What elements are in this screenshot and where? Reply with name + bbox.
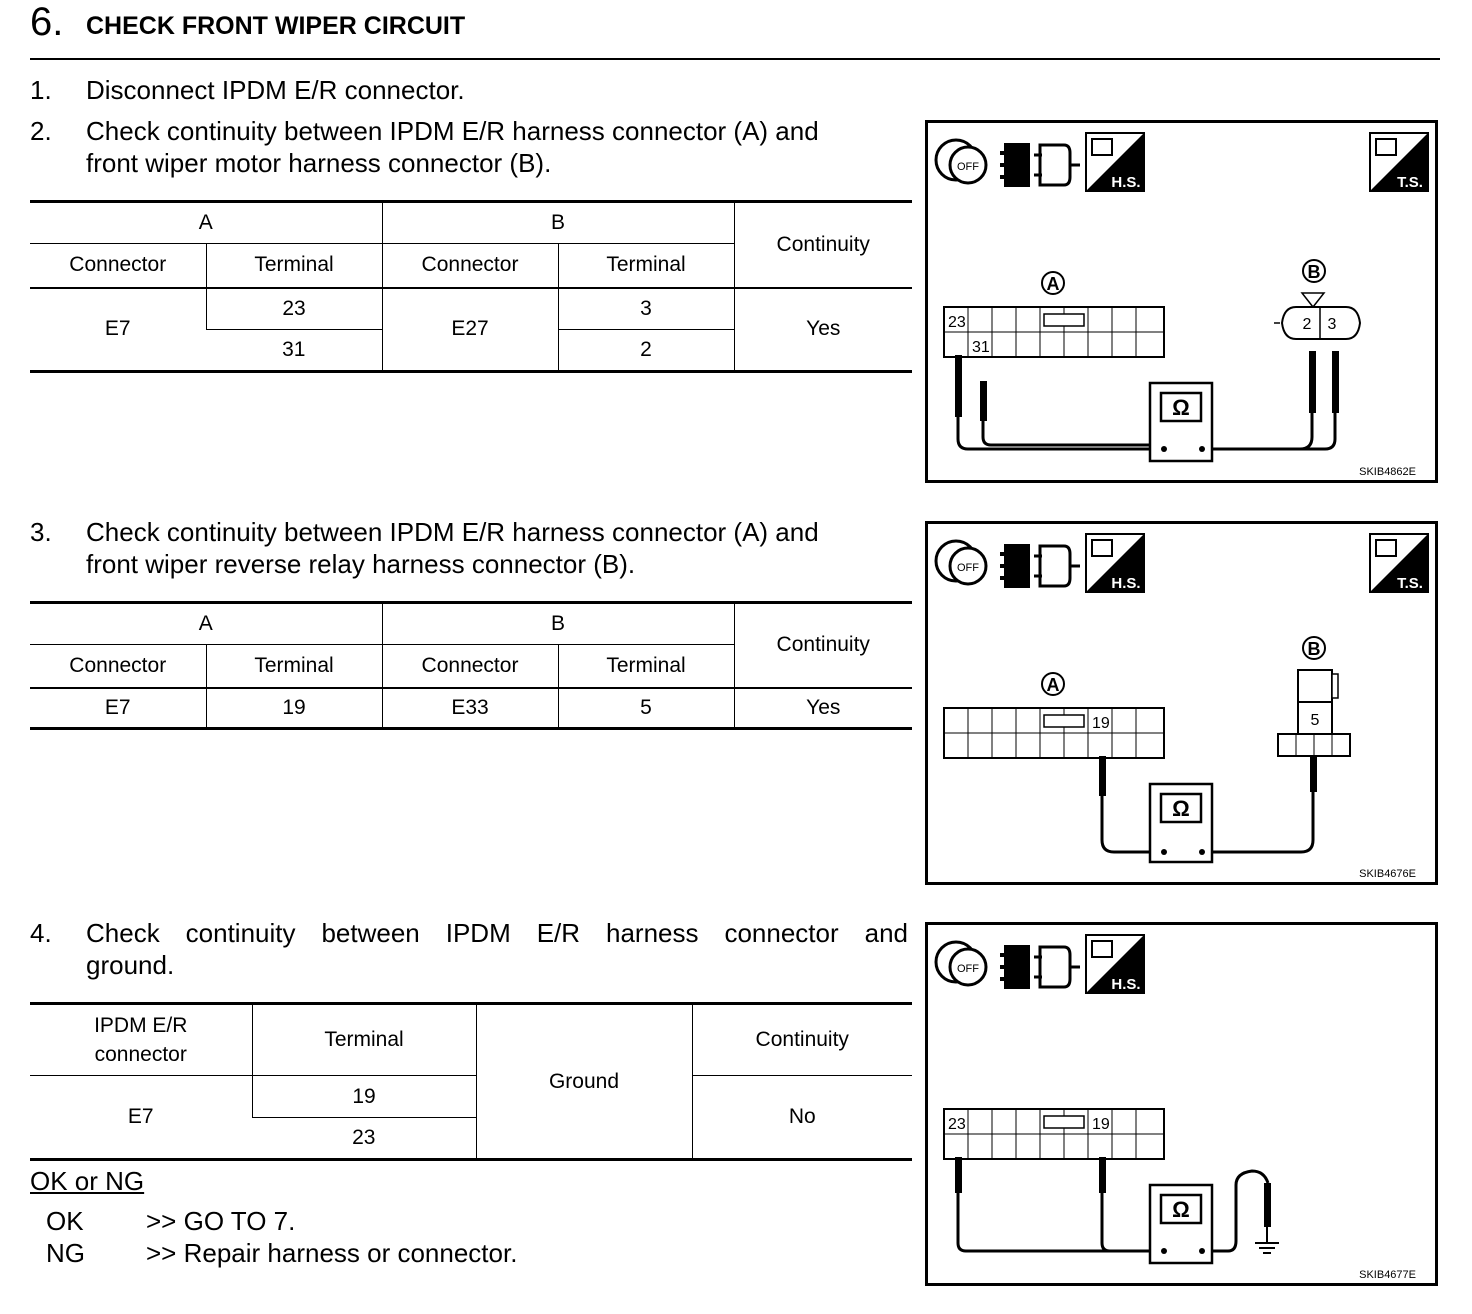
ok-text: >> GO TO 7. — [146, 1206, 296, 1236]
pin-label: 3 — [1327, 316, 1337, 333]
connector-b-letter: B — [1307, 639, 1321, 659]
ohmmeter-icon — [1150, 383, 1212, 461]
ok-label: OK — [46, 1206, 84, 1236]
continuity-cell: Yes — [734, 688, 912, 729]
connector-b-label — [1303, 260, 1325, 282]
pin-label: 23 — [948, 314, 966, 331]
ng-text: >> Repair harness or connector. — [146, 1238, 518, 1268]
instruction-text-line2: front wiper reverse relay harness connector (B). — [86, 549, 636, 579]
instruction-text-line2: ground. — [86, 950, 175, 980]
hs-label: H.S. — [1111, 575, 1141, 592]
pin-label: 19 — [1092, 715, 1110, 732]
header-rule — [30, 58, 1440, 60]
figure-code: SKIB4862E — [1359, 466, 1416, 478]
ground-cell: Ground — [476, 1004, 692, 1160]
continuity-table-1 — [30, 200, 912, 373]
a-terminal-cell: 31 — [282, 338, 306, 361]
terminal-header: Terminal — [206, 645, 382, 688]
instruction-text-line2: front wiper motor harness connector (B). — [86, 148, 552, 178]
test-leads — [955, 1157, 1271, 1251]
off-label: OFF — [957, 161, 979, 173]
instruction-4 — [30, 917, 910, 983]
b-terminal-cell: 5 — [558, 688, 734, 729]
continuity-header: Continuity — [734, 202, 912, 288]
ignition-off-icon — [936, 541, 986, 584]
tool-service-icon — [1370, 133, 1428, 191]
step-title: CHECK FRONT WIPER CIRCUIT — [86, 12, 466, 40]
instruction-2 — [30, 115, 910, 181]
terminal-cell: 23 — [352, 1126, 376, 1149]
ohm-symbol: Ω — [1172, 1197, 1190, 1222]
connector-a-face — [944, 708, 1164, 758]
instruction-text-line1: Check continuity between IPDM E/R harness connector (A) and — [86, 116, 819, 146]
ohm-symbol: Ω — [1172, 796, 1190, 821]
harness-service-icon — [1086, 935, 1144, 993]
b-connector-cell: E27 — [382, 288, 558, 372]
connector-header — [30, 1004, 252, 1076]
connector-header: Connector — [30, 645, 206, 688]
hs-label: H.S. — [1111, 976, 1141, 993]
a-terminal-cell: 19 — [206, 688, 382, 729]
continuity-header: Continuity — [734, 603, 912, 688]
instruction-1 — [30, 74, 910, 106]
instruction-number: 3. — [30, 517, 52, 547]
connector-a-face — [944, 307, 1164, 357]
connector-disconnect-icon — [1000, 145, 1080, 185]
group-a-header: A — [30, 603, 382, 645]
connector-cell: E7 — [127, 1105, 154, 1128]
harness-service-icon — [1086, 133, 1144, 191]
connector-a-letter: A — [1046, 274, 1060, 294]
tool-service-icon — [1370, 534, 1428, 592]
a-terminal-cell: 23 — [206, 288, 382, 330]
ground-continuity-table — [30, 1002, 912, 1161]
connector-a-label — [1042, 673, 1064, 695]
ts-label: T.S. — [1397, 174, 1423, 191]
terminal-cell: 19 — [252, 1076, 476, 1118]
wiring-diagram-3 — [925, 922, 1438, 1286]
continuity-cell: No — [692, 1076, 912, 1160]
connector-face — [944, 1109, 1164, 1159]
instruction-3 — [30, 516, 910, 582]
step-number: 6. — [30, 0, 64, 44]
ignition-off-icon — [936, 942, 986, 985]
connector-header: Connector — [382, 244, 558, 288]
terminal-header: Terminal — [252, 1004, 476, 1076]
connector-a-label — [1042, 272, 1064, 294]
instruction-text: Disconnect IPDM E/R connector. — [86, 75, 465, 105]
instruction-number: 1. — [30, 75, 52, 105]
ts-label: T.S. — [1397, 575, 1423, 592]
connector-header: Connector — [30, 244, 206, 288]
wiring-diagram-2 — [925, 521, 1438, 885]
group-a-header: A — [30, 202, 382, 244]
harness-service-icon — [1086, 534, 1144, 592]
connector-b-letter: B — [1307, 262, 1321, 282]
ok-ng-heading: OK or NG — [30, 1166, 145, 1196]
continuity-table-2 — [30, 601, 912, 730]
b-terminal-cell: 3 — [558, 288, 734, 330]
connector-disconnect-icon — [1000, 546, 1080, 586]
terminal-header: Terminal — [558, 244, 734, 288]
connector-header-line2: connector — [94, 1043, 187, 1066]
connector-b-face — [1274, 293, 1360, 339]
group-b-header: B — [382, 202, 734, 244]
terminal-header: Terminal — [206, 244, 382, 288]
figure-code: SKIB4677E — [1359, 1269, 1416, 1281]
ng-label: NG — [46, 1238, 85, 1268]
figure-code: SKIB4676E — [1359, 868, 1416, 880]
instruction-number: 4. — [30, 918, 52, 948]
connector-header: Connector — [382, 645, 558, 688]
ignition-off-icon — [936, 140, 986, 183]
instruction-text-line1: Check continuity between IPDM E/R harness connector and — [86, 918, 908, 948]
instruction-text-line1: Check continuity between IPDM E/R harness connector (A) and — [86, 517, 819, 547]
pin-label: 2 — [1302, 316, 1312, 333]
a-connector-cell: E7 — [104, 695, 131, 719]
pin-label: 23 — [948, 1116, 966, 1133]
group-b-header: B — [382, 603, 734, 645]
ohm-symbol: Ω — [1172, 395, 1190, 420]
continuity-cell: Yes — [734, 288, 912, 372]
b-terminal-cell: 2 — [558, 330, 734, 372]
pin-label: 5 — [1310, 712, 1320, 729]
instruction-number: 2. — [30, 116, 52, 146]
connector-disconnect-icon — [1000, 947, 1080, 987]
test-leads — [955, 351, 1339, 449]
off-label: OFF — [957, 562, 979, 574]
connector-b-label — [1303, 637, 1325, 659]
a-connector-cell: E7 — [104, 317, 131, 341]
continuity-header: Continuity — [692, 1004, 912, 1076]
wiring-diagram-1 — [925, 120, 1438, 483]
terminal-header: Terminal — [558, 645, 734, 688]
pin-label: 19 — [1092, 1116, 1110, 1133]
connector-a-letter: A — [1046, 675, 1060, 695]
ground-icon — [1255, 1227, 1279, 1253]
ohmmeter-icon — [1150, 784, 1212, 862]
off-label: OFF — [957, 963, 979, 975]
connector-b-face — [1278, 670, 1350, 756]
connector-header-line1: IPDM E/R — [94, 1014, 188, 1037]
ohmmeter-icon — [1150, 1185, 1212, 1263]
b-connector-cell: E33 — [382, 688, 558, 729]
hs-label: H.S. — [1111, 174, 1141, 191]
pin-label: 31 — [972, 339, 990, 356]
